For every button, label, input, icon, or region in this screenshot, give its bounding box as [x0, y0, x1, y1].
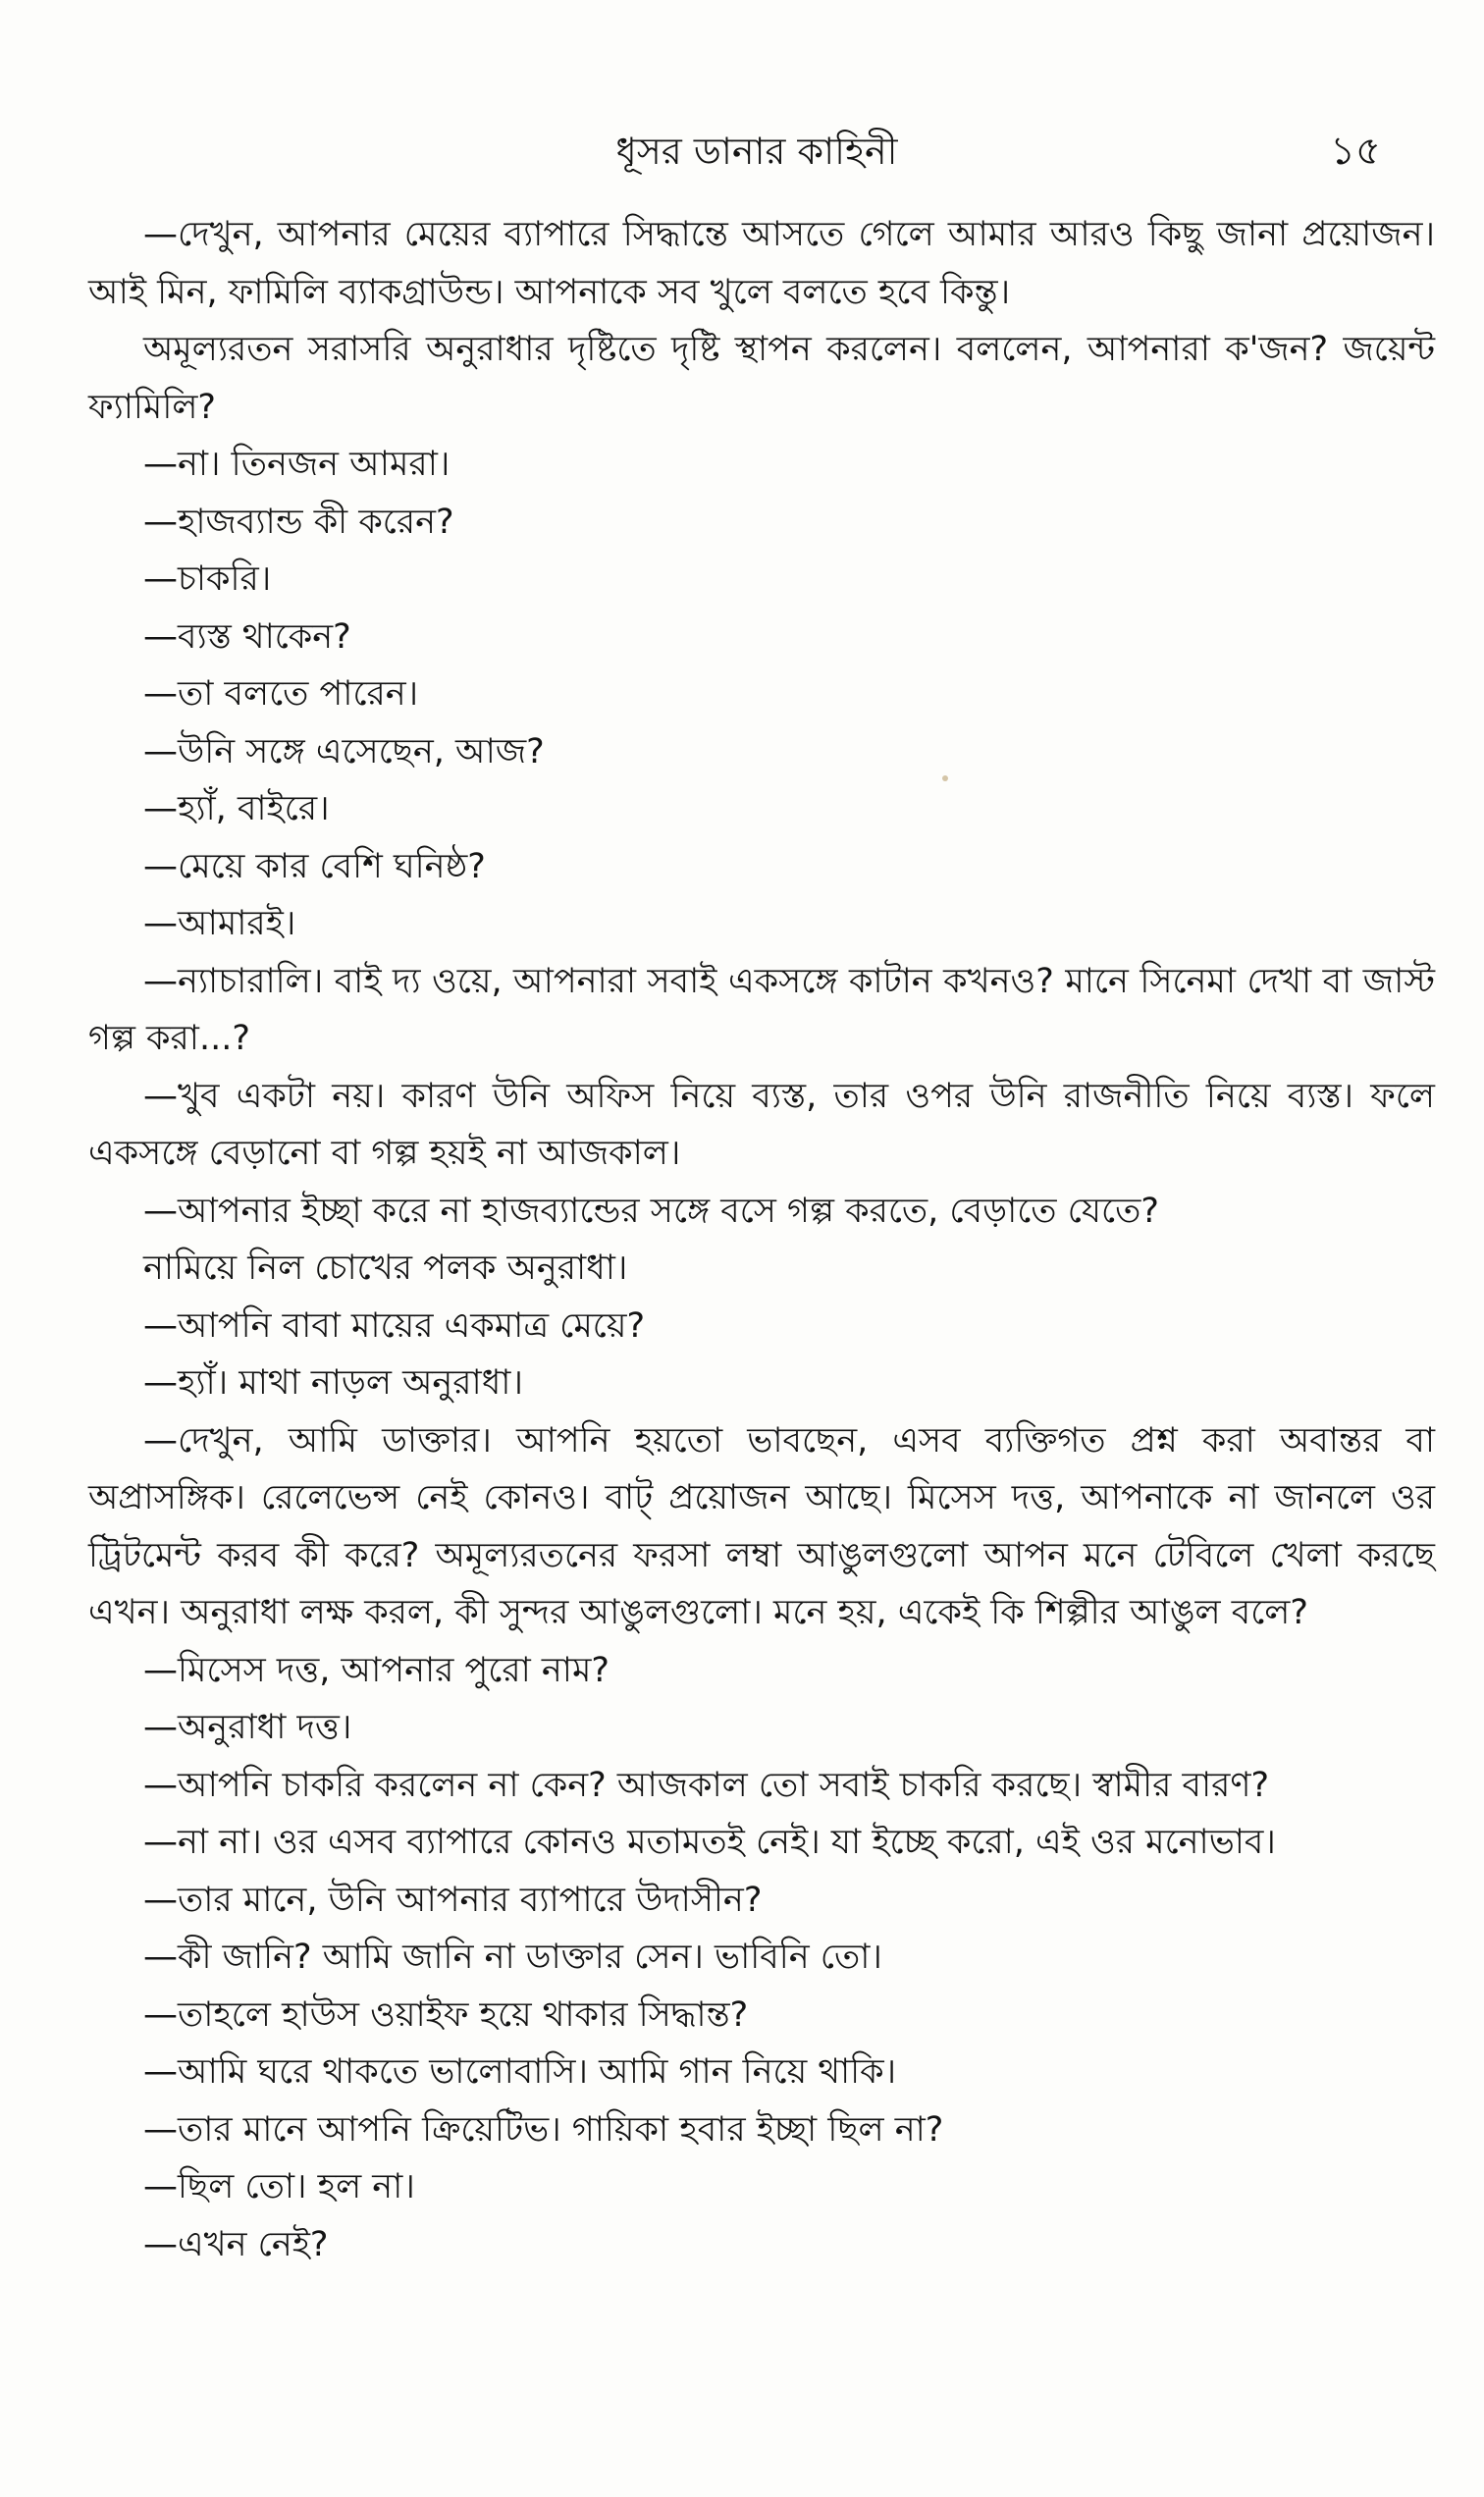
paper-speck — [942, 775, 948, 781]
paragraph: —অনুরাধা দত্ত। — [143, 1708, 352, 1747]
paragraph: অমূল্যরতন সরাসরি অনুরাধার দৃষ্টিতে দৃষ্টি স্থাপন করলেন। বললেন, আপনারা ক'জন? জয়েন্ট ফ্যামিলি? — [88, 330, 1435, 427]
paragraph: —আমারই। — [143, 904, 296, 943]
paragraph: —হ্যাঁ, বাইরে। — [143, 789, 330, 828]
paragraph: —মেয়ে কার বেশি ঘনিষ্ঠ? — [143, 846, 486, 886]
running-title: ধূসর ডানার কাহিনী — [615, 130, 898, 173]
paragraph: —তা বলতে পারেন। — [143, 674, 419, 714]
paragraph: —দেখুন, আমি ডাক্তার। আপনি হয়তো ভাবছেন, এসব ব্যক্তিগত প্রশ্ন করা অবান্তর বা অপ্রাসঙ্গিক। রেলেভেন্স নেই কোনও। বাট্ প্রয়োজন আছে। মিসেস দত্ত, আপনাকে না জানলে ওর ট্রিটমেন্ট করব কী করে? অমূল্যরতনের ফরসা লম্বা আঙুলগুলো আপন মনে টেবিলে খেলা করছে এখন। অনুরাধা লক্ষ করল, কী সুন্দর আঙুলগুলো। মনে হয়, একেই কি শিল্পীর আঙুল বলে? — [88, 1420, 1435, 1632]
paragraph: —দেখুন, আপনার মেয়ের ব্যাপারে সিদ্ধান্তে আসতে গেলে আমার আরও কিছু জানা প্রয়োজন। আই মিন, ফামিলি ব্যাকগ্রাউন্ড। আপনাকে সব খুলে বলতে হবে কিন্তু। — [88, 215, 1435, 312]
page-header — [88, 128, 1425, 186]
paragraph: —তার মানে আপনি ক্রিয়েটিভ। গায়িকা হবার ইচ্ছা ছিল না? — [143, 2109, 944, 2150]
page-number: ১৫ — [1330, 129, 1381, 174]
paragraph: —এখন নেই? — [143, 2224, 329, 2264]
paragraph: —তাহলে হাউস ওয়াইফ হয়ে থাকার সিদ্ধান্ত? — [143, 1994, 749, 2035]
paragraph: নামিয়ে নিল চোখের পলক অনুরাধা। — [143, 1248, 628, 1288]
paragraph: —হ্যাঁ। মাথা নাড়ল অনুরাধা। — [143, 1363, 523, 1403]
paragraph: —তার মানে, উনি আপনার ব্যাপারে উদাসীন? — [143, 1880, 763, 1920]
paragraph: —আপনি চাকরি করলেন না কেন? আজকাল তো সবাই চাকরি করছে। স্বামীর বারণ? — [143, 1765, 1270, 1805]
paragraph: —না না। ওর এসব ব্যাপারে কোনও মতামতই নেই। যা ইচ্ছে করো, এই ওর মনোভাব। — [143, 1823, 1276, 1862]
paragraph: —চাকরি। — [143, 559, 272, 599]
paragraph: —কী জানি? আমি জানি না ডাক্তার সেন। ভাবিনি তো। — [143, 1938, 882, 1977]
paragraph: —আপনার ইচ্ছা করে না হাজব্যান্ডের সঙ্গে বসে গল্প করতে, বেড়াতে যেতে? — [143, 1191, 1159, 1231]
paragraph: —না। তিনজন আমরা। — [143, 445, 450, 484]
paragraph: —ব্যস্ত থাকেন? — [143, 616, 351, 657]
paragraph: —হাজব্যান্ড কী করেন? — [143, 502, 454, 542]
paragraph: —আপনি বাবা মায়ের একমাত্র মেয়ে? — [143, 1305, 646, 1346]
paragraph: —আমি ঘরে থাকতে ভালোবাসি। আমি গান নিয়ে থাকি। — [143, 2052, 897, 2092]
paragraph: —ছিল তো। হল না। — [143, 2167, 415, 2206]
paragraph: —ন্যাচারালি। বাই দ্য ওয়ে, আপনারা সবাই একসঙ্গে কাটান কখনও? মানে সিনেমা দেখা বা জাস্ট গল্প করা...? — [88, 961, 1435, 1058]
paragraph: —খুব একটা নয়। কারণ উনি অফিস নিয়ে ব্যস্ত, তার ওপর উনি রাজনীতি নিয়ে ব্যস্ত। ফলে একসঙ্গে বেড়ানো বা গল্প হয়ই না আজকাল। — [88, 1076, 1435, 1173]
paragraph: —উনি সঙ্গে এসেছেন, আজ? — [143, 731, 545, 771]
body-text — [88, 206, 1435, 2273]
paragraph: —মিসেস দত্ত, আপনার পুরো নাম? — [143, 1650, 610, 1690]
